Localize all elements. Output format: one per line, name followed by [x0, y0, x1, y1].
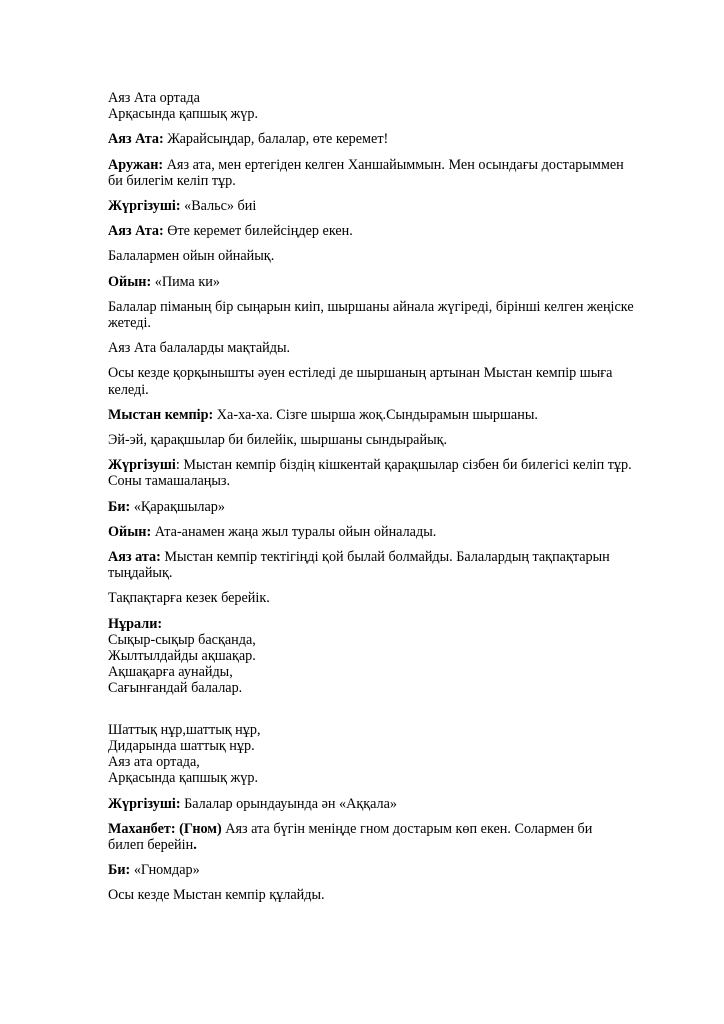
- dialogue-text: «Вальс» биі: [180, 198, 257, 215]
- dialogue-line: [108, 549, 668, 565]
- text-line: Балалар піманың бір сыңарын киіп, шыршаны айнала жүгіреді, бірінші келген жеңіске: [108, 298, 634, 315]
- speaker-label: Нұрали:: [108, 615, 163, 632]
- text-line: Арқасында қапшық жүр.: [108, 106, 259, 123]
- dialogue-continuation: [108, 837, 668, 853]
- dialogue-text: «Пима ки»: [151, 273, 220, 290]
- poem-speaker: [108, 616, 668, 632]
- text-line: жетеді.: [108, 315, 151, 332]
- speaker-label: Би:: [108, 498, 131, 515]
- dialogue-text: Балалар орындауында ән «Аққала»: [180, 795, 398, 812]
- dialogue-text: Мыстан кемпір тектігіңді қой былай болмайды. Балалардың тақпақтарын: [160, 549, 610, 566]
- text-line: Аяз Ата балаларды мақтайды.: [108, 340, 291, 357]
- text-line: Аяз Ата ортада: [108, 90, 200, 106]
- text-line: Балалармен ойын ойнайық.: [108, 248, 275, 265]
- poem-line: Дидарында шаттық нұр.: [108, 737, 255, 754]
- dialogue-line: [108, 407, 668, 423]
- text-line: Тақпақтарға кезек берейік.: [108, 590, 270, 607]
- dialogue-text: «Гномдар»: [130, 862, 200, 879]
- dialogue-line: [108, 198, 668, 214]
- poem-line: Аяз ата ортада,: [108, 754, 200, 771]
- text-line: Осы кезде қорқынышты әуен естіледі де шыршаның артынан Мыстан кемпір шыға: [108, 365, 613, 382]
- poem-line: Сықыр-сықыр басқанда,: [108, 631, 256, 648]
- bold-period: .: [193, 836, 197, 853]
- poem-line: Сағынғандай балалар.: [108, 680, 243, 697]
- document-body: [108, 90, 668, 904]
- speaker-label: Ойын:: [108, 273, 152, 290]
- dialogue-text: Ата-анамен жаңа жыл туралы ойын ойналады.: [151, 523, 437, 540]
- dialogue-text: «Қарақшылар»: [130, 498, 225, 515]
- dialogue-text: Өте керемет билейсіңдер екен.: [163, 223, 353, 240]
- text-line: келеді.: [108, 381, 149, 398]
- speaker-label: Мыстан кемпір:: [108, 406, 214, 423]
- poem-line: Ақшақарға аунайды,: [108, 664, 233, 681]
- poem-line: Жылтылдайды ақшақар.: [108, 648, 256, 665]
- dialogue-text: Ха-ха-ха. Сізге шырша жоқ.Сындырамын шыршаны.: [213, 406, 538, 423]
- speaker-colon: :: [175, 457, 180, 474]
- dialogue-line: [108, 223, 668, 239]
- speaker-label: Ойын:: [108, 523, 152, 540]
- dialogue-text: Жарайсыңдар, балалар, өте керемет!: [163, 131, 389, 148]
- poem-line: Шаттық нұр,шаттық нұр,: [108, 721, 261, 738]
- dialogue-line: [108, 457, 668, 473]
- speaker-label: Жүргізуші: [108, 457, 176, 474]
- speaker-label: Жүргізуші:: [108, 795, 181, 812]
- dialogue-text: Аяз ата бүгін меніңде гном достарым көп екен. Солармен би: [221, 820, 593, 837]
- dialogue-continuation: тыңдайық.: [108, 565, 173, 582]
- speaker-label: Би:: [108, 862, 131, 879]
- dialogue-line: [108, 131, 668, 147]
- dialogue-line: [108, 862, 668, 878]
- dialogue-continuation: би билегім келіп тұр.: [108, 172, 236, 189]
- speaker-label: Аяз Ата:: [108, 131, 164, 148]
- text-line: Осы кезде Мыстан кемпір құлайды.: [108, 887, 325, 904]
- dialogue-text: Мыстан кемпір біздің кішкентай қарақшылар сізбен би билегісі келіп тұр.: [179, 457, 632, 474]
- poem-line: Арқасында қапшық жүр.: [108, 770, 259, 787]
- dialogue-line: [108, 499, 668, 515]
- text-line: Эй-эй, қарақшылар би билейік, шыршаны сындырайық.: [108, 432, 448, 449]
- dialogue-text: билеп берейін: [108, 836, 194, 853]
- dialogue-line: [108, 524, 668, 540]
- dialogue-line: [108, 157, 668, 173]
- speaker-label: Аружан:: [108, 156, 164, 173]
- speaker-label: Жүргізуші:: [108, 198, 181, 215]
- dialogue-text: Аяз ата, мен ертегіден келген Ханшайыммын. Мен осындағы достарыммен: [163, 156, 624, 173]
- speaker-label: Маханбет: (Гном): [108, 820, 222, 837]
- dialogue-line: [108, 274, 668, 290]
- speaker-label: Аяз ата:: [108, 549, 161, 566]
- dialogue-continuation: Соны тамашалаңыз.: [108, 473, 231, 490]
- dialogue-line: [108, 821, 668, 837]
- speaker-label: Аяз Ата:: [108, 223, 164, 240]
- dialogue-line: [108, 796, 668, 812]
